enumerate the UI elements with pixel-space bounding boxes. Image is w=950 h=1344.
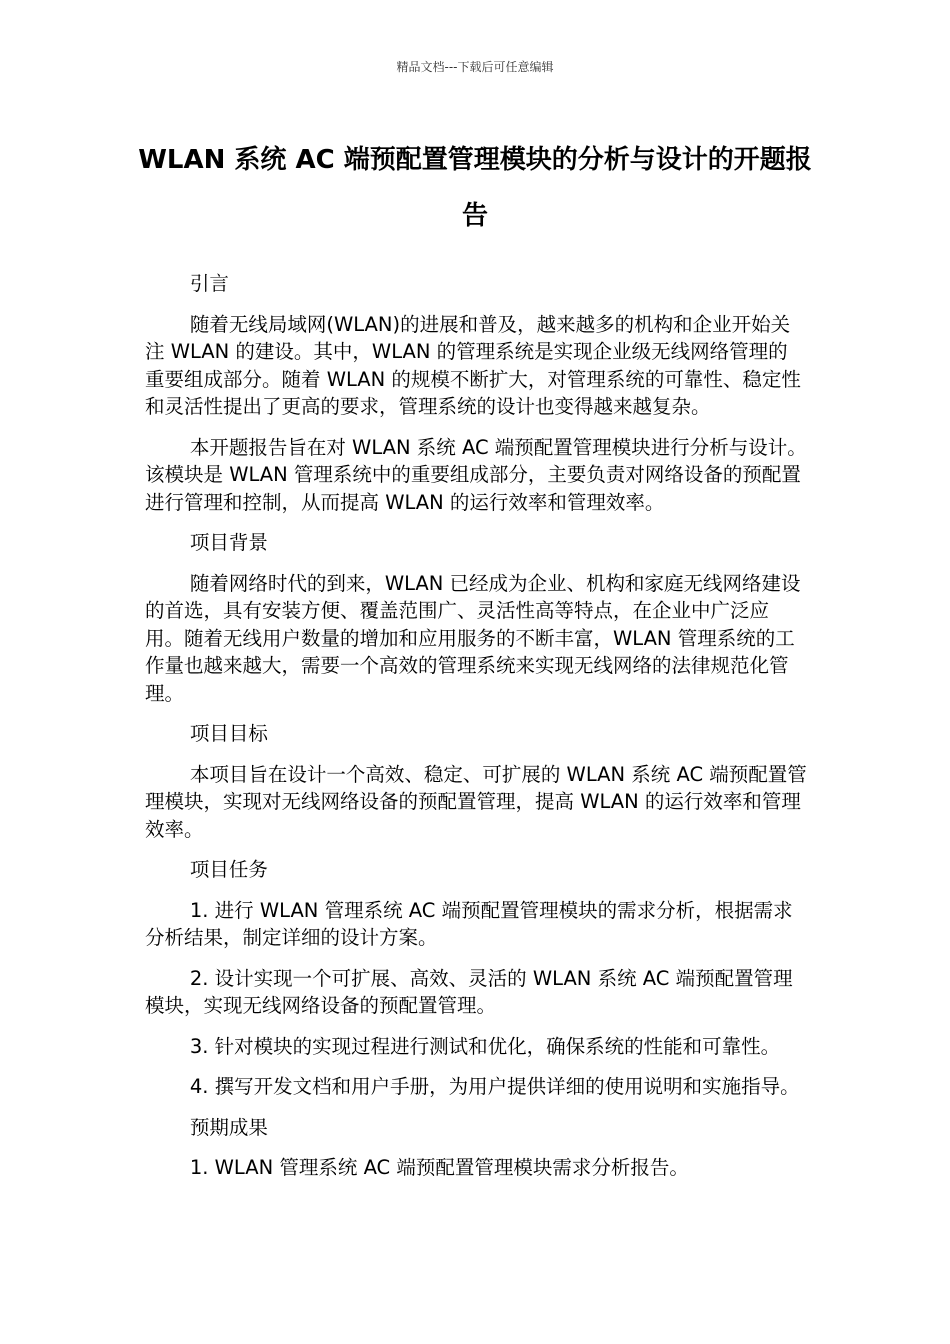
section-heading-tasks: 项目任务 — [189, 858, 268, 881]
document-title: WLAN 系统 AC 端预配置管理模块的分析与设计的开题报告 — [138, 145, 812, 231]
list-item-task-1: 1. 进行 WLAN 管理系统 AC 端预配置管理模块的需求分析，根据需求分析结果，制定详细的设计方案。 — [145, 898, 793, 949]
section-heading-goal: 项目目标 — [189, 722, 268, 745]
section-heading-background: 项目背景 — [189, 531, 268, 554]
header-note: 精品文档---下载后可任意编辑 — [396, 60, 554, 74]
list-item-result-1: 1. WLAN 管理系统 AC 端预配置管理模块需求分析报告。 — [189, 1156, 689, 1179]
section-heading-results: 预期成果 — [189, 1115, 268, 1139]
list-item-task-4: 4. 撰写开发文档和用户手册，为用户提供详细的使用说明和实施指导。 — [189, 1075, 800, 1098]
paragraph-goal-1: 本项目旨在设计一个高效、稳定、可扩展的 WLAN 系统 AC 端预配置管理模块，实现对无线网络设备的预配置管理，提高 WLAN 的运行效率和管理效率。 — [145, 762, 807, 841]
section-heading-intro: 引言 — [189, 272, 229, 295]
list-item-task-2: 2. 设计实现一个可扩展、高效、灵活的 WLAN 系统 AC 端预配置管理模块，实现无线网络设备的预配置管理。 — [145, 966, 793, 1017]
paragraph-intro-2: 本开题报告旨在对 WLAN 系统 AC 端预配置管理模块进行分析与设计。该模块是 WLAN 管理系统中的重要组成部分，主要负责对网络设备的预配置进行管理和控制，从而提高 WLAN 的运行效率和管理效率。 — [145, 435, 807, 514]
paragraph-intro-1: 随着无线局域网(WLAN)的进展和普及，越来越多的机构和企业开始关注 WLAN 的建设。其中，WLAN 的管理系统是实现企业级无线网络管理的重要组成部分。随着 WLAN 的规模不断扩大，对管理系统的可靠性、稳定性和灵活性提出了更高的要求，管理系统的设计也变得越来越复杂。 — [145, 312, 801, 418]
paragraph-background-1: 随着网络时代的到来，WLAN 已经成为企业、机构和家庭无线网络建设的首选，具有安装方便、覆盖范围广、灵活性高等特点，在企业中广泛应用。随着无线用户数量的增加和应用服务的不断丰富，WLAN 管理系统的工作量也越来越大，需要一个高效的管理系统来实现无线网络的法律规范化管理。 — [145, 571, 801, 705]
list-item-task-3: 3. 针对模块的实现过程进行测试和优化，确保系统的性能和可靠性。 — [189, 1034, 781, 1058]
document-body — [145, 270, 807, 1195]
